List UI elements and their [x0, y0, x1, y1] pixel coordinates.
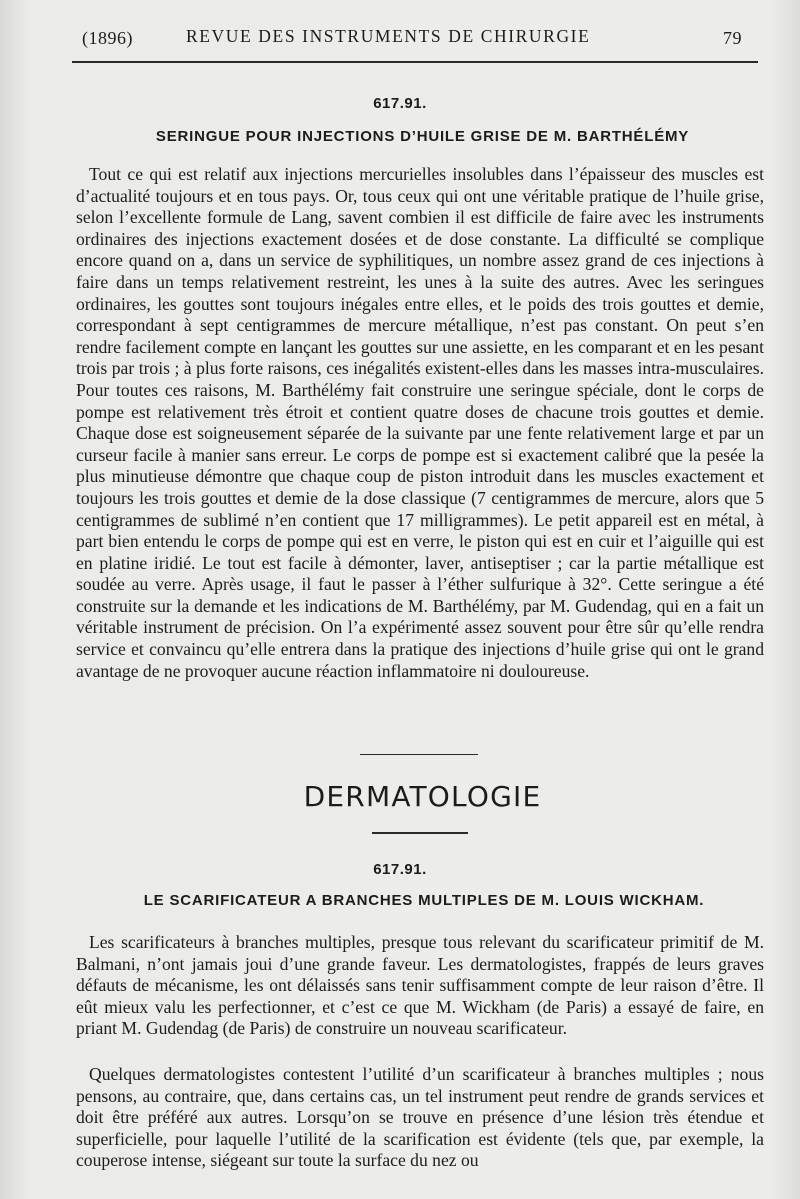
- article-body: Tout ce qui est relatif aux injections mercurielles insolubles dans l’épaisseur des muscles est d’actualité toujours et en tous pays. Or, tous ceux qui ont une véritable pratique de l’huile grise, selon l’excellente formule de Lang, savent combien il est difficile de faire avec les instruments ordinaires des injections exactement dosées et de dose constante. La difficulté se complique encore quand on a, dans un service de syphilitiques, un nombre assez grand de ces injections à faire dans un temps relativement restreint, les unes à la suite des autres. Avec les seringues ordinaires, les gouttes sont toujours inégales entre elles, et le poids des trois gouttes et demie, correspondant à sept centigrammes de mercure métallique, n’est pas constant. On peut s’en rendre facilement compte en lançant les gouttes sur une assiette, en les comparant et en les pesant trois par trois ; à plus forte raisons, ces inégalités existent-elles dans les masses intra-musculaires. Pour toutes ces raisons, M. Barthélémy fait construire une seringue spéciale, dont le corps de pompe est relativement très étroit et contient quatre doses de chacune trois gouttes et demie. Chaque dose est soigneusement séparée de la suivante par une fente relativement large et par un curseur facile à manier sans erreur. Le corps de pompe est si exactement calibré que la pesée la plus minutieuse démontre que chaque coup de piston introduit dans les muscles exactement et toujours les trois gouttes et demie de la dose classique (7 centigrammes de mercure, alors que 5 centigrammes de sublimé n’en contient que 17 milligrammes). Le petit appareil est en métal, à part bien entendu le corps de pompe qui est en verre, le piston qui est en cuir et l’aiguille qui est en platine iridié. Le tout est facile à démonter, laver, antiseptiser ; car la partie métallique est soudée au verre. Après usage, il faut le passer à l’éther sulfurique à 32°. Cette seringue a été construite sur la demande et les indications de M. Barthélémy, par M. Gudendag, qui en a fait un véritable instrument de précision. On l’a expérimenté assez souvent pour être sûr qu’elle rendra service et convaincu qu’elle entrera dans la pratique des injections d’huile grise qui ont le grand avantage de ne provoquer aucune réaction inflammatoire ni douloureuse.: [76, 164, 764, 681]
- article-title: SERINGUE POUR INJECTIONS D’HUILE GRISE DE M. BARTHÉLÉMY: [155, 128, 690, 145]
- article-paragraph: Quelques dermatologistes contestent l’utilité d’un scarificateur à branches multiples ; nous pensons, au contraire, que, dans certains cas, un tel instrument peut rendre de grands services et doit être préféré aux autres. Lorsqu’on se trouve en présence d’une lésion très étendue et superficielle, pour laquelle l’utilité de la scarification est évidente (tels que, par exemple, la couperose intense, siégeant sur toute la surface du nez ou: [76, 1064, 764, 1171]
- section-heading: DERMATOLOGIE: [303, 780, 542, 813]
- section-underline: [372, 832, 468, 834]
- article-number: 617.91.: [373, 95, 427, 112]
- journal-title: REVUE DES INSTRUMENTS DE CHIRURGIE: [186, 26, 591, 46]
- page-number: 79: [723, 28, 742, 48]
- article-paragraph: Les scarificateurs à branches multiples, presque tous relevant du scarificateur primitif de M. Balmani, n’ont jamais joui d’une grande faveur. Les dermatologistes, frappés de leurs graves défauts de mécanisme, les ont délaissés sans tenir suffisamment compte de leur raison d’être. Il eût mieux valu les perfectionner, et c’est ce que M. Wickham (de Paris) a essayé de faire, en priant M. Gudendag (de Paris) de construire un nouveau scarificateur.: [76, 932, 764, 1039]
- header-year: (1896): [82, 28, 133, 48]
- running-header: [82, 24, 742, 54]
- article-title: LE SCARIFICATEUR A BRANCHES MULTIPLES DE M. LOUIS WICKHAM.: [143, 892, 705, 909]
- separator-rule: [360, 754, 478, 755]
- article-number: 617.91.: [373, 861, 427, 878]
- header-rule: [72, 61, 758, 63]
